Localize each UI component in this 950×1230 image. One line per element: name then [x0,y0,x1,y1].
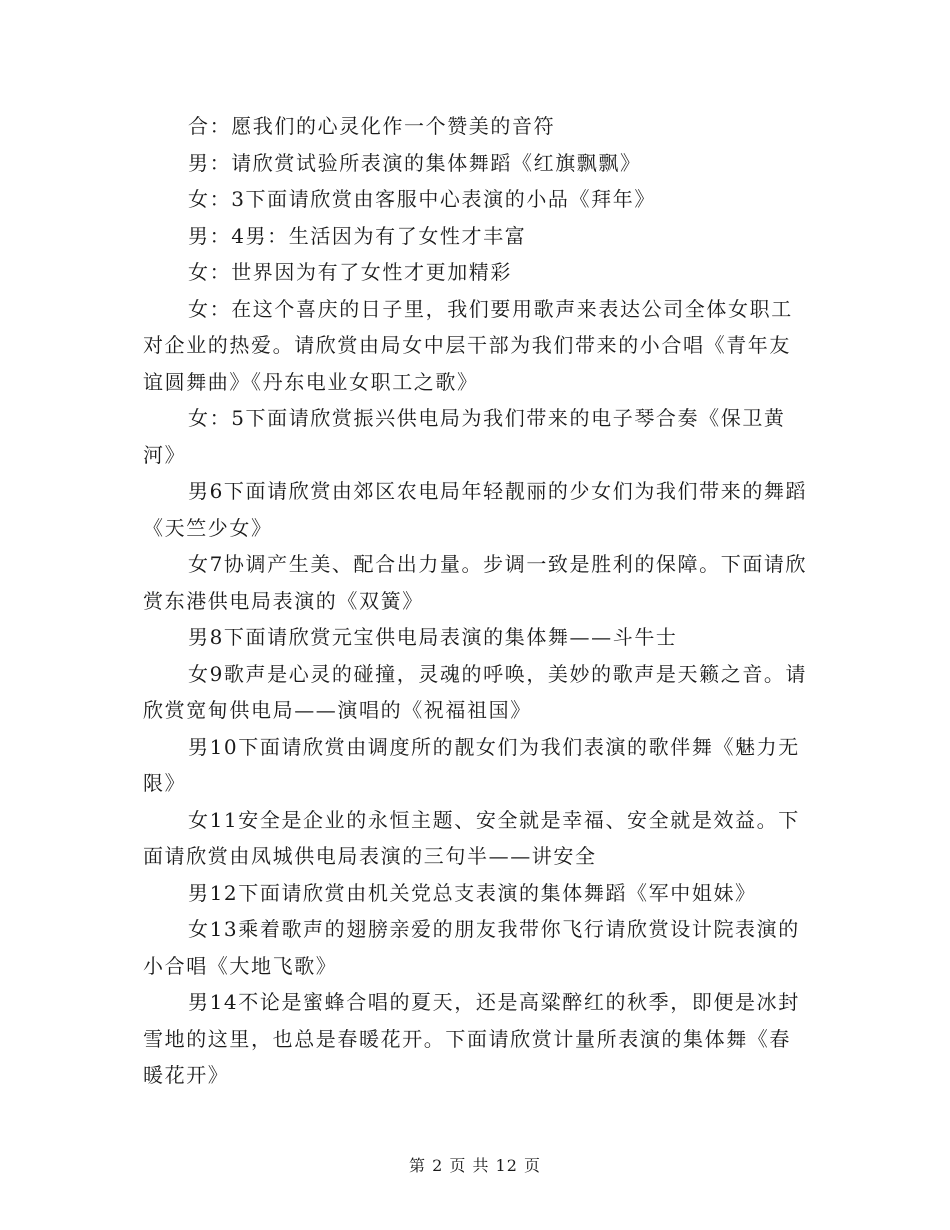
paragraph: 女11安全是企业的永恒主题、安全就是幸福、安全就是效益。下面请欣赏由凤城供电局表演的三句半——讲安全 [143,807,800,868]
paragraph: 女9歌声是心灵的碰撞，灵魂的呼唤，美妙的歌声是天籁之音。请欣赏宽甸供电局——演唱的《祝福祖国》 [143,661,808,722]
paragraph: 男10下面请欣赏由调度所的靓女们为我们表演的歌伴舞《魅力无限》 [143,734,800,795]
paragraph: 男12下面请欣赏由机关党总支表演的集体舞蹈《军中姐妹》 [188,880,757,905]
paragraph: 女：世界因为有了女性才更加精彩 [188,260,512,284]
paragraph: 女13乘着歌声的翅膀亲爱的朋友我带你飞行请欣赏设计院表演的小合唱《大地飞歌》 [143,917,800,978]
paragraph: 合：愿我们的心灵化作一个赞美的音符 [188,114,556,138]
paragraph: 女：5下面请欣赏振兴供电局为我们带来的电子琴合奏《保卫黄河》 [143,406,786,467]
page-number-footer: 第 2 页 共 12 页 [409,1156,541,1175]
paragraph: 女7协调产生美、配合出力量。步调一致是胜利的保障。下面请欣赏东港供电局表演的《双簧》 [143,552,808,613]
paragraph: 女：3下面请欣赏由客服中心表演的小品《拜年》 [188,187,656,211]
document-body [143,108,808,1094]
paragraph: 男：4男：生活因为有了女性才丰富 [188,223,527,248]
paragraph: 男14不论是蜜蜂合唱的夏天，还是高粱醉红的秋季，即便是冰封雪地的这里，也总是春暖花开。下面请欣赏计量所表演的集体舞《春暖花开》 [143,990,800,1087]
paragraph: 男：请欣赏试验所表演的集体舞蹈《红旗飘飘》 [188,150,642,175]
paragraph: 男6下面请欣赏由郊区农电局年轻靓丽的少女们为我们带来的舞蹈《天竺少女》 [143,479,808,540]
paragraph: 男8下面请欣赏元宝供电局表演的集体舞——斗牛士 [188,625,678,649]
paragraph: 女：在这个喜庆的日子里，我们要用歌声来表达公司全体女职工对企业的热爱。请欣赏由局女中层干部为我们带来的小合唱《青年友谊圆舞曲》《丹东电业女职工之歌》 [143,296,793,394]
